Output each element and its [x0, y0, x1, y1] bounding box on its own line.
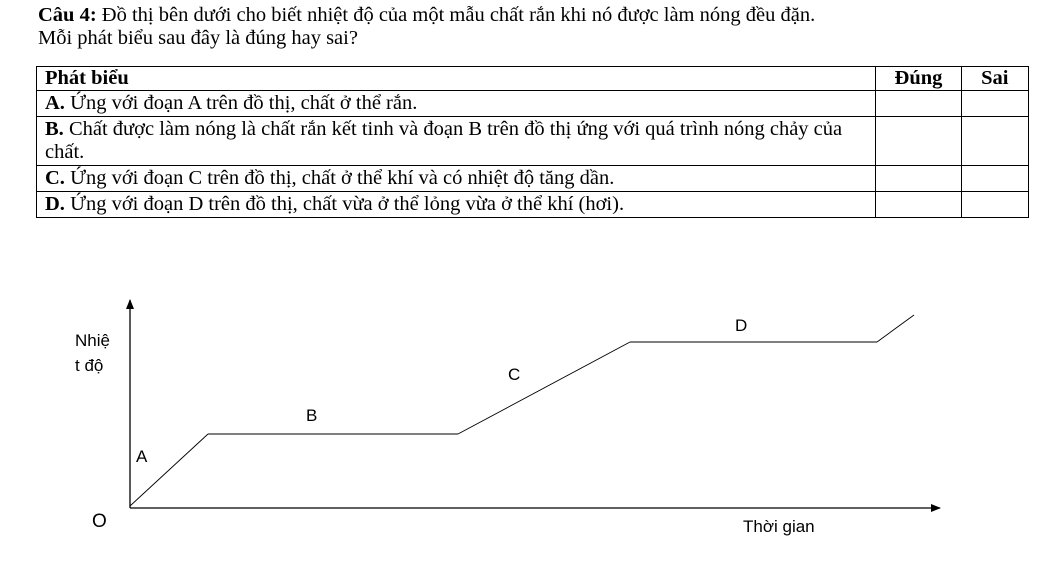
segment-label-b: B — [306, 406, 318, 425]
answer-false-cell-c[interactable] — [961, 166, 1028, 192]
x-axis-label: Thời gian — [743, 517, 815, 536]
origin-label: O — [92, 511, 107, 532]
y-axis-label-line-1: Nhiệ — [75, 331, 110, 350]
statement-letter: C. — [45, 167, 65, 189]
question-text — [38, 4, 1038, 50]
curve-end-line — [877, 315, 914, 342]
segment-label-c: C — [508, 365, 521, 384]
question-line-1 — [38, 4, 1038, 27]
question-number: Câu 4: — [38, 4, 97, 26]
statements-table — [36, 66, 1029, 218]
answer-false-cell-a[interactable] — [961, 91, 1028, 117]
table-row — [37, 166, 1029, 192]
segment-label-a: A — [136, 447, 148, 466]
statement-a — [37, 91, 876, 117]
statement-text: Ứng với đoạn D trên đồ thị, chất vừa ở thể lỏng vừa ở thể khí (hơi). — [70, 193, 625, 215]
segment-c-line — [458, 342, 630, 434]
statement-letter: D. — [45, 193, 65, 215]
answer-true-cell-c[interactable] — [876, 166, 961, 192]
statement-text: Ứng với đoạn A trên đồ thị, chất ở thể rắn. — [70, 92, 418, 114]
table-row — [37, 91, 1029, 117]
segment-label-d: D — [735, 316, 748, 335]
statement-text: Chất được làm nóng là chất rắn kết tinh và đoạn B trên đồ thị ứng với quá trình nóng chảy của chất. — [45, 118, 843, 163]
segment-a-line — [130, 434, 208, 506]
answer-false-cell-b[interactable] — [961, 117, 1028, 166]
statement-d — [37, 192, 876, 218]
header-false: Sai — [961, 67, 1028, 91]
table-header-row — [37, 67, 1029, 91]
answer-true-cell-a[interactable] — [876, 91, 961, 117]
answer-false-cell-d[interactable] — [961, 192, 1028, 218]
statement-letter: B. — [45, 118, 64, 140]
statement-text: Ứng với đoạn C trên đồ thị, chất ở thể khí và có nhiệt độ tăng dần. — [70, 167, 615, 189]
statement-letter: A. — [45, 92, 65, 114]
question-stem: Đồ thị bên dưới cho biết nhiệt độ của một mẫu chất rắn khi nó được làm nóng đều đặn. — [101, 4, 816, 26]
heating-curve-graph — [0, 280, 1048, 577]
table-row — [37, 117, 1029, 166]
statement-c — [37, 166, 876, 192]
y-axis-label-line-2: t độ — [75, 356, 104, 375]
answer-true-cell-b[interactable] — [876, 117, 961, 166]
question-line-2: Mỗi phát biểu sau đây là đúng hay sai? — [38, 27, 358, 49]
table-row — [37, 192, 1029, 218]
answer-true-cell-d[interactable] — [876, 192, 961, 218]
header-statement: Phát biểu — [37, 67, 876, 91]
statement-b — [37, 117, 876, 166]
header-true: Đúng — [876, 67, 961, 91]
